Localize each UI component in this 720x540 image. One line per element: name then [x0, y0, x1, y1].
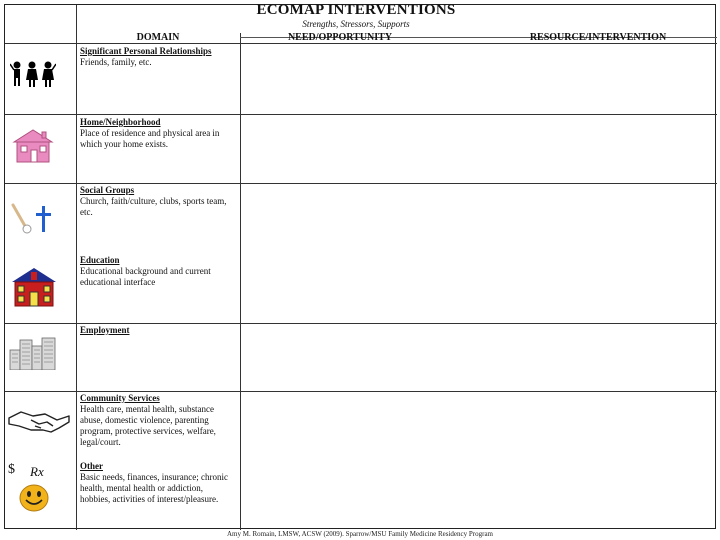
domain-heading: Community Services — [80, 393, 160, 403]
handshake-icon — [7, 406, 71, 436]
domain-social-groups — [80, 185, 232, 218]
row-rule-4 — [5, 323, 717, 324]
domain-divider — [76, 5, 77, 530]
domain-home — [80, 117, 232, 150]
domain-description: Place of residence and physical area in which your home exists. — [80, 128, 220, 149]
row-rule-3 — [5, 183, 717, 184]
domain-description: Church, faith/culture, clubs, sports team, etc. — [80, 196, 227, 217]
schoolhouse-icon — [10, 266, 58, 308]
domain-heading: Other — [80, 461, 103, 471]
dollar-sign-icon: $ — [8, 462, 15, 477]
column-header-domain: DOMAIN — [136, 32, 180, 43]
page-subtitle: Strengths, Stressors, Supports — [302, 19, 410, 29]
city-buildings-icon — [9, 336, 57, 370]
domain-employment — [80, 325, 232, 336]
house-icon — [12, 128, 54, 164]
domain-description: Educational background and current educational interface — [80, 266, 211, 287]
bat-and-cross-icon — [10, 202, 56, 234]
smiley-face-icon — [19, 484, 49, 512]
row-rule-2 — [5, 114, 717, 115]
money-rx-smiley-icon — [8, 462, 68, 514]
domain-heading: Employment — [80, 325, 130, 335]
domain-education — [80, 255, 232, 288]
row-rule-5 — [5, 391, 717, 392]
need-divider — [240, 33, 241, 530]
domain-other — [80, 461, 232, 505]
column-header-need: NEED/OPPORTUNITY — [287, 32, 393, 43]
people-icon — [10, 60, 56, 88]
domain-heading: Significant Personal Relationships — [80, 46, 212, 56]
domain-heading: Education — [80, 255, 120, 265]
domain-community-services — [80, 393, 232, 448]
domain-description: Health care, mental health, substance abuse, domestic violence, parenting program, protective services, welfare, legal/court. — [80, 404, 216, 447]
row-rule-1 — [5, 43, 717, 44]
domain-description: Friends, family, etc. — [80, 57, 152, 67]
rx-icon: Rx — [30, 464, 44, 479]
page-title: ECOMAP INTERVENTIONS — [256, 2, 456, 18]
domain-relationships — [80, 46, 232, 68]
column-header-resource: RESOURCE/INTERVENTION — [529, 32, 667, 43]
domain-heading: Home/Neighborhood — [80, 117, 161, 127]
footer-credit: Amy M. Romain, LMSW, ACSW (2009). Sparrow/MSU Family Medicine Residency Program — [227, 530, 493, 538]
domain-description: Basic needs, finances, insurance; chronic health, mental health or addiction, hobbies, activities of interest/pleasure. — [80, 472, 228, 504]
domain-heading: Social Groups — [80, 185, 135, 195]
